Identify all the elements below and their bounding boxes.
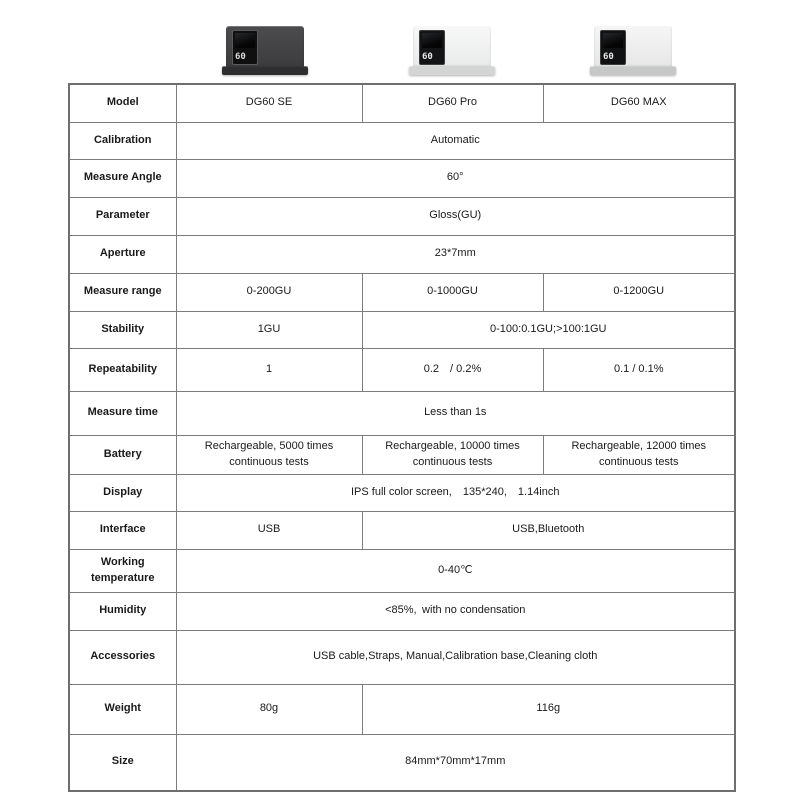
- spec-cell: 0.1 / 0.1%: [543, 348, 735, 391]
- table-row: [69, 311, 735, 348]
- spec-cell: 60°: [176, 159, 735, 197]
- spec-cell: USB,Bluetooth: [362, 511, 735, 549]
- row-label: Weight: [69, 684, 176, 734]
- spec-cell: 0.2 / 0.2%: [362, 348, 543, 391]
- table-row: [69, 391, 735, 435]
- table-row: [69, 549, 735, 592]
- table-row: [69, 235, 735, 273]
- row-label: Measure Angle: [69, 159, 176, 197]
- row-label: Humidity: [69, 592, 176, 630]
- spec-cell: <85%, with no condensation: [176, 592, 735, 630]
- spec-cell: DG60 SE: [176, 84, 362, 122]
- spec-cell: DG60 Pro: [362, 84, 543, 122]
- row-label: Measure time: [69, 391, 176, 435]
- spec-cell: USB cable,Straps, Manual,Calibration base,Cleaning cloth: [176, 630, 735, 684]
- spec-cell: Less than 1s: [176, 391, 735, 435]
- table-row: [69, 197, 735, 235]
- spec-cell: Gloss(GU): [176, 197, 735, 235]
- spec-cell: 84mm*70mm*17mm: [176, 734, 735, 791]
- table-row: [69, 122, 735, 159]
- spec-cell: Rechargeable, 10000 times continuous tests: [362, 435, 543, 474]
- spec-cell: 0-100:0.1GU;>100:1GU: [362, 311, 735, 348]
- device-body: [594, 26, 672, 67]
- row-label: Battery: [69, 435, 176, 474]
- spec-cell: Rechargeable, 12000 times continuous tests: [543, 435, 735, 474]
- device-screen-digits: 60: [235, 52, 246, 62]
- table-row: [69, 734, 735, 791]
- row-label: Parameter: [69, 197, 176, 235]
- device-screen-digits: 60: [603, 52, 614, 62]
- device-screen: [422, 33, 442, 48]
- spec-cell: 80g: [176, 684, 362, 734]
- table-row: [69, 159, 735, 197]
- device-screen: [603, 33, 623, 48]
- spec-cell: USB: [176, 511, 362, 549]
- spec-cell: 1: [176, 348, 362, 391]
- spec-cell: 0-1200GU: [543, 273, 735, 311]
- spec-cell: 0-40℃: [176, 549, 735, 592]
- device-screen-panel: [232, 30, 258, 65]
- table-row: [69, 84, 735, 122]
- row-label: Display: [69, 474, 176, 511]
- table-row: [69, 474, 735, 511]
- row-label: Calibration: [69, 122, 176, 159]
- device-foot: [409, 66, 495, 75]
- spec-table: [68, 83, 736, 792]
- device-foot: [590, 66, 676, 75]
- row-label: Accessories: [69, 630, 176, 684]
- product-image-dg60-max: [590, 26, 676, 79]
- spec-cell: DG60 MAX: [543, 84, 735, 122]
- spec-cell: 0-200GU: [176, 273, 362, 311]
- device-foot: [222, 66, 308, 75]
- product-image-dg60-se: [222, 26, 308, 79]
- device-body: [413, 26, 491, 67]
- table-row: [69, 592, 735, 630]
- device-body: [226, 26, 304, 67]
- spec-cell: Automatic: [176, 122, 735, 159]
- row-label: Stability: [69, 311, 176, 348]
- spec-cell: 1GU: [176, 311, 362, 348]
- spec-cell: 23*7mm: [176, 235, 735, 273]
- table-row: [69, 273, 735, 311]
- row-label: Aperture: [69, 235, 176, 273]
- row-label: Model: [69, 84, 176, 122]
- row-label: Size: [69, 734, 176, 791]
- device-screen-panel: [419, 30, 445, 65]
- table-row: [69, 348, 735, 391]
- row-label: Repeatability: [69, 348, 176, 391]
- row-label: Measure range: [69, 273, 176, 311]
- row-label: Interface: [69, 511, 176, 549]
- spec-cell: 116g: [362, 684, 735, 734]
- device-screen-panel: [600, 30, 626, 65]
- table-row: [69, 684, 735, 734]
- table-row: [69, 435, 735, 474]
- row-label: Working temperature: [69, 549, 176, 592]
- device-screen-digits: 60: [422, 52, 433, 62]
- spec-cell: 0-1000GU: [362, 273, 543, 311]
- table-row: [69, 630, 735, 684]
- device-screen: [235, 33, 255, 48]
- spec-cell: Rechargeable, 5000 times continuous tests: [176, 435, 362, 474]
- spec-cell: IPS full color screen, 135*240, 1.14inch: [176, 474, 735, 511]
- product-image-dg60-pro: [409, 26, 495, 79]
- table-row: [69, 511, 735, 549]
